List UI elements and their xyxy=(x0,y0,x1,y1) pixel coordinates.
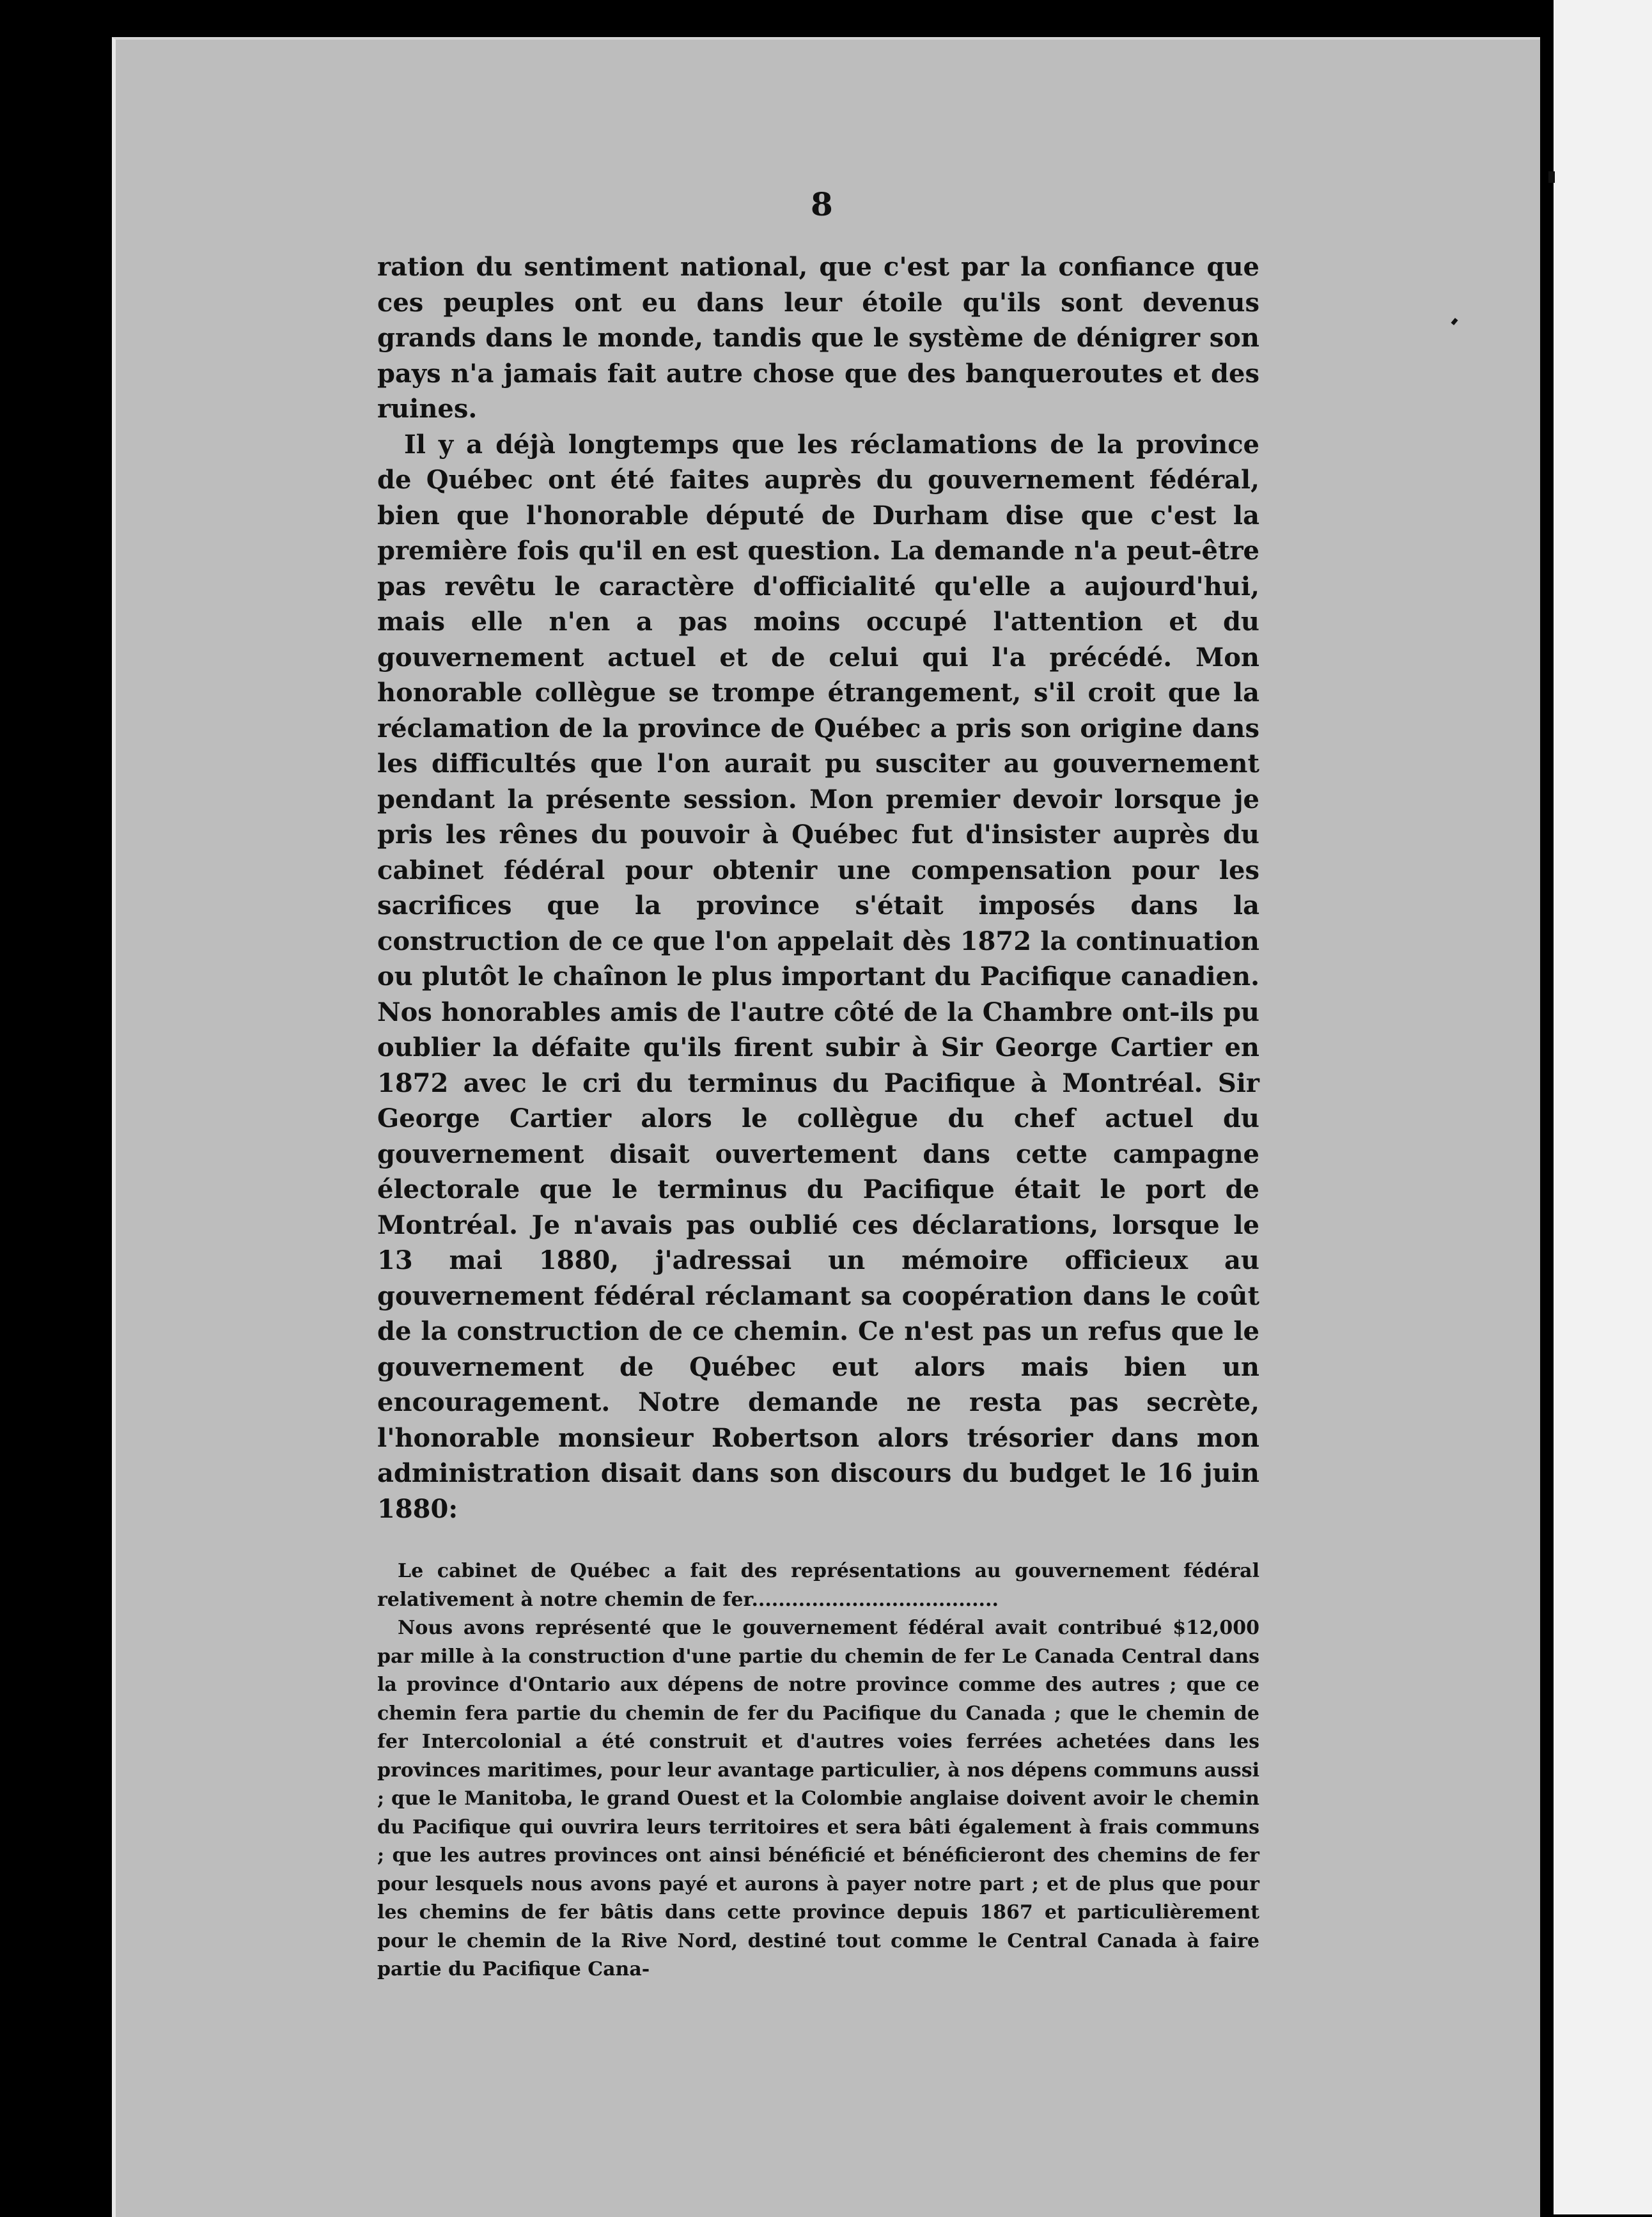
adjacent-page-edge xyxy=(1554,0,1652,2214)
paragraph-continuation: ration du sentiment national, que c'est par la confiance que ces peuples ont eu dans leur étoile qu'ils sont devenus grands dans le monde, tandis que le système de dénigrer son pays n'a jamais fait autre chose que des banqueroutes et des ruines. xyxy=(377,252,1259,424)
page-number: 8 xyxy=(811,185,833,223)
scan-speck xyxy=(1548,171,1555,183)
body-text xyxy=(377,249,1259,1984)
paragraph-main: Il y a déjà longtemps que les réclamations de la province de Québec ont été faites auprès du gouvernement fédéral, bien que l'honorable député de Durham dise que c'est la première fois qu'il en est question. La demande n'a peut-être pas revêtu le caractère d'officialité qu'elle a aujourd'hui, mais elle n'en a pas moins occupé l'attention et du gouvernement actuel et de celui qui l'a précédé. Mon honorable collègue se trompe étrangement, s'il croit que la réclamation de la province de Québec a pris son origine dans les difficultés que l'on aurait pu susciter au gouvernement pendant la présente session. Mon premier devoir lorsque je pris les rênes du pouvoir à Québec fut d'insister auprès du cabinet fédéral pour obtenir une compensation pour les sacrifices que la province s'était imposés dans la construction de ce que l'on appelait dès 1872 la continuation ou plutôt le chaînon le plus important du Pacifique canadien. Nos honorables amis de l'autre côté de la Chambre ont-ils pu oublier la défaite qu'ils firent subir à Sir George Cartier en 1872 avec le cri du terminus du Pacifique à Montréal. Sir George Cartier alors le collègue du chef actuel du gouvernement disait ouvertement dans cette campagne électorale que le terminus du Pacifique était le port de Montréal. Je n'avais pas oublié ces déclarations, lorsque le 13 mai 1880, j'adressai un mémoire officieux au gouvernement fédéral réclamant sa coopération dans le coût de la construction de ce chemin. Ce n'est pas un refus que le gouvernement de Québec eut alors mais bien un encouragement. Notre demande ne resta pas secrète, l'honorable monsieur Robertson alors trésorier dans mon administration disait dans son discours du budget le 16 juin 1880: xyxy=(377,429,1259,1524)
quote-paragraph: Le cabinet de Québec a fait des représentations au gouvernement fédéral relativement à notre chemin de fer..................................... xyxy=(377,1560,1259,1611)
quote-paragraph: Nous avons représenté que le gouvernement fédéral avait contribué $12,000 par mille à la construction d'une partie du chemin de fer Le Canada Central dans la province d'Ontario aux dépens de notre province comme des autres ; que ce chemin fera partie du chemin de fer du Pacifique du Canada ; que le chemin de fer Intercolonial a été construit et d'autres voies ferrées achetées dans les provinces maritimes, pour leur avantage particulier, à nos dépens communs aussi ; que le Manitoba, le grand Ouest et la Colombie anglaise doivent avoir le chemin du Pacifique qui ouvrira leurs territoires et sera bâti également à frais communs ; que les autres provinces ont ainsi bénéficié et bénéficieront des chemins de fer pour lesquels nous avons payé et aurons à payer notre part ; et de plus que pour les chemins de fer bâtis dans cette province depuis 1867 et particulièrement pour le chemin de la Rive Nord, destiné tout comme le Central Canada à faire partie du Pacifique Cana- xyxy=(377,1617,1259,1980)
